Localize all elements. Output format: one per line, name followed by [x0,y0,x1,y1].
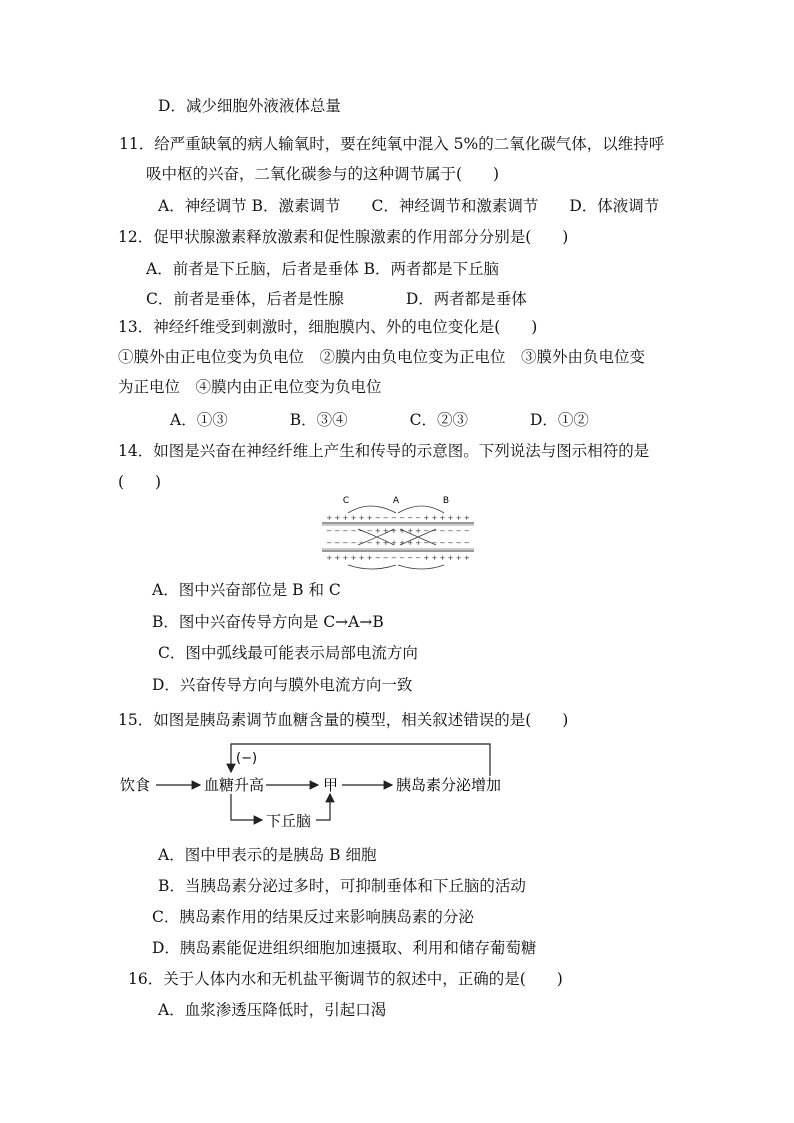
node-insulin: 胰岛素分泌增加 [396,776,502,794]
current-arc-right-bottom [398,565,444,569]
nerve-fiber-diagram [318,493,478,573]
q13-statements: ①膜外由正电位变为负电位 ②膜内由负电位变为正电位 ③膜外由负电位变 [118,348,646,366]
q14-stem: 14．如图是兴奋在神经纤维上产生和传导的示意图。下列说法与图示相符的是 [118,442,650,460]
current-arc-left-bottom [348,565,396,569]
charges-inner-bottom: − − − − − − + + + + + + − − − − − − [326,539,470,547]
insulin-regulation-diagram [120,738,540,833]
current-arc-left-top [348,506,396,513]
node-jia: 甲 [323,776,339,794]
label-b: B [442,496,450,506]
q14-option-b: B．图中兴奋传导方向是 C→A→B [152,613,384,631]
feedback-label: (−) [236,751,258,766]
q10-option-d: D．减少细胞外液液体总量 [158,97,341,115]
q15-option-a: A．图中甲表示的是胰岛 B 细胞 [158,846,377,864]
feedback-line [231,744,490,776]
charges-inner-top: − − − − − − + + + + + + − − − − − − [326,527,470,535]
hypo-to-jia-line [316,794,330,820]
q12-stem: 12．促甲状腺激素释放激素和促性腺激素的作用部分分别是( ) [118,228,569,246]
charges-outer-bottom: + + + + + + − − − − − − + + + + + + [326,554,470,562]
node-hypothalamus: 下丘脑 [266,812,312,830]
q12-options-cd: C．前者是垂体，后者是性腺 D．两者都是垂体 [146,290,527,308]
q11-options: A．神经调节 B．激素调节 C．神经调节和激素调节 D．体液调节 [158,197,660,215]
q14-option-c: C．图中弧线最可能表示局部电流方向 [158,644,418,662]
q11-stem-cont: 吸中枢的兴奋，二氧化碳参与的这种调节属于( ) [146,165,500,183]
hypo-line [231,794,262,820]
q16-stem: 16．关于人体内水和无机盐平衡调节的叙述中，正确的是( ) [128,970,563,988]
q15-option-c: C．胰岛素作用的结果反过来影响胰岛素的分泌 [152,908,474,926]
q13-stem: 13．神经纤维受到刺激时，细胞膜内、外的电位变化是( ) [118,318,538,336]
q14-blank: ( ) [118,473,162,491]
current-arc-right-top [398,506,444,513]
q15-option-d: D．胰岛素能促进组织细胞加速摄取、利用和储存葡萄糖 [152,939,537,957]
node-diet: 饮食 [120,776,151,794]
node-blood-glucose: 血糖升高 [204,776,265,794]
q14-option-d: D．兴奋传导方向与膜外电流方向一致 [152,676,413,694]
q16-option-a: A．血浆渗透压降低时，引起口渴 [158,1001,387,1019]
q13-options: A．①③ B．③④ C．②③ D．①② [170,411,589,429]
q11-stem: 11．给严重缺氧的病人输氧时，要在纯氧中混入 5%的二氧化碳气体，以维持呼 [119,135,665,153]
label-a: A [392,496,400,506]
q14-option-a: A．图中兴奋部位是 B 和 C [152,581,341,599]
q12-options-ab: A．前者是下丘脑，后者是垂体 B．两者都是下丘脑 [146,260,500,278]
label-c: C [342,496,350,506]
charges-outer-top: + + + + + + − − − − − − + + + + + + [326,514,470,522]
q15-stem: 15．如图是胰岛素调节血糖含量的模型，相关叙述错误的是( ) [118,711,569,729]
q15-option-b: B．当胰岛素分泌过多时，可抑制垂体和下丘脑的活动 [158,877,526,895]
q13-statements-cont: 为正电位 ④膜内由正电位变为负电位 [118,378,382,396]
